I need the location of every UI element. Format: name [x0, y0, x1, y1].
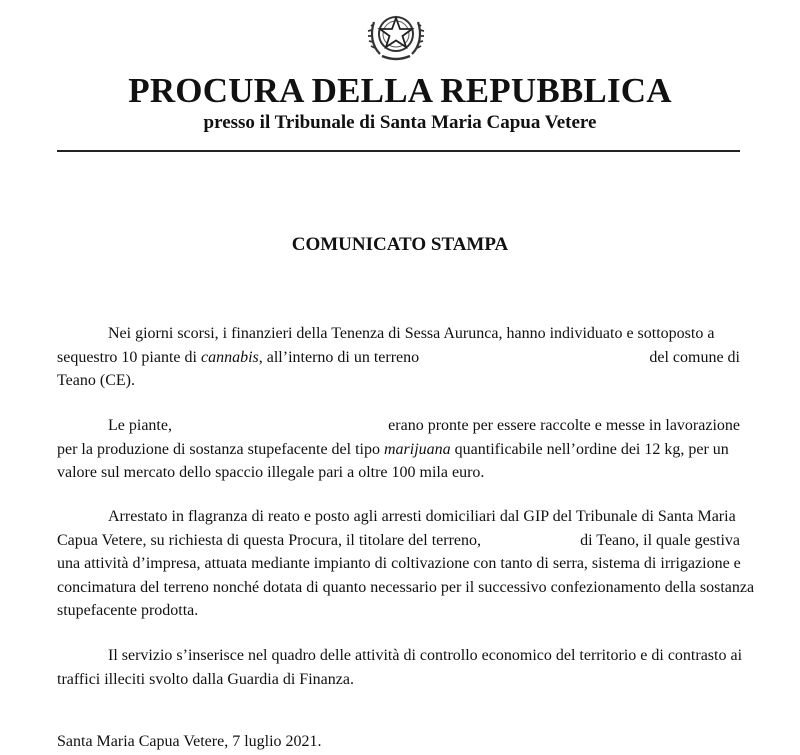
- paragraph-line: concimatura del terreno nonché dotata di quanto necessario per il successivo confezionamento della sostanza: [57, 578, 755, 596]
- paragraph-1: [57, 322, 740, 393]
- paragraph-line: traffici illeciti svolto dalla Guardia di Finanza.: [57, 670, 354, 688]
- paragraph-line: Il servizio s’inserisce nel quadro delle attività di controllo economico del territorio e di contrasto ai: [108, 647, 743, 664]
- paragraph-line: Arrestato in flagranza di reato e posto agli arresti domiciliari dal GIP del Tribunale di Santa Maria: [108, 508, 736, 525]
- paragraph-line: valore sul mercato dello spaccio illegale pari a oltre 100 mila euro.: [57, 464, 485, 481]
- paragraph-line: Le piante, erano pronte per essere raccolte e messe in lavorazione: [108, 417, 740, 434]
- document-heading: COMUNICATO STAMPA: [291, 234, 509, 255]
- paragraph-line: Capua Vetere, su richiesta di questa Procura, il titolare del terreno, di Teano, il quale gestiva: [57, 531, 740, 549]
- paragraph-4: [57, 644, 743, 691]
- paragraph-line: sequestro 10 piante di cannabis, all’interno di un terreno del comune di: [57, 348, 740, 366]
- office-title: PROCURA DELLA REPUBBLICA: [128, 71, 672, 110]
- paragraph-line: una attività d’impresa, attuata mediante impianto di coltivazione con tanto di serra, sistema di irrigazione e: [57, 555, 741, 572]
- place-and-date: Santa Maria Capua Vetere, 7 luglio 2021.: [57, 733, 322, 750]
- paragraph-line: Nei giorni scorsi, i finanzieri della Tenenza di Sessa Aurunca, hanno individuato e sottoposto a: [108, 325, 715, 342]
- paragraph-line: stupefacente prodotta.: [57, 602, 199, 619]
- office-subtitle: presso il Tribunale di Santa Maria Capua Vetere: [203, 112, 597, 133]
- paragraph-line: per la produzione di sostanza stupefacente del tipo marijuana quantificabile nell’ordine dei 12 kg, per un: [57, 440, 729, 458]
- header-divider: [57, 150, 740, 152]
- paragraph-2: [57, 414, 740, 485]
- paragraph-line: Teano (CE).: [57, 372, 135, 389]
- italian-republic-emblem-icon: [366, 4, 426, 64]
- paragraph-3: [57, 505, 755, 623]
